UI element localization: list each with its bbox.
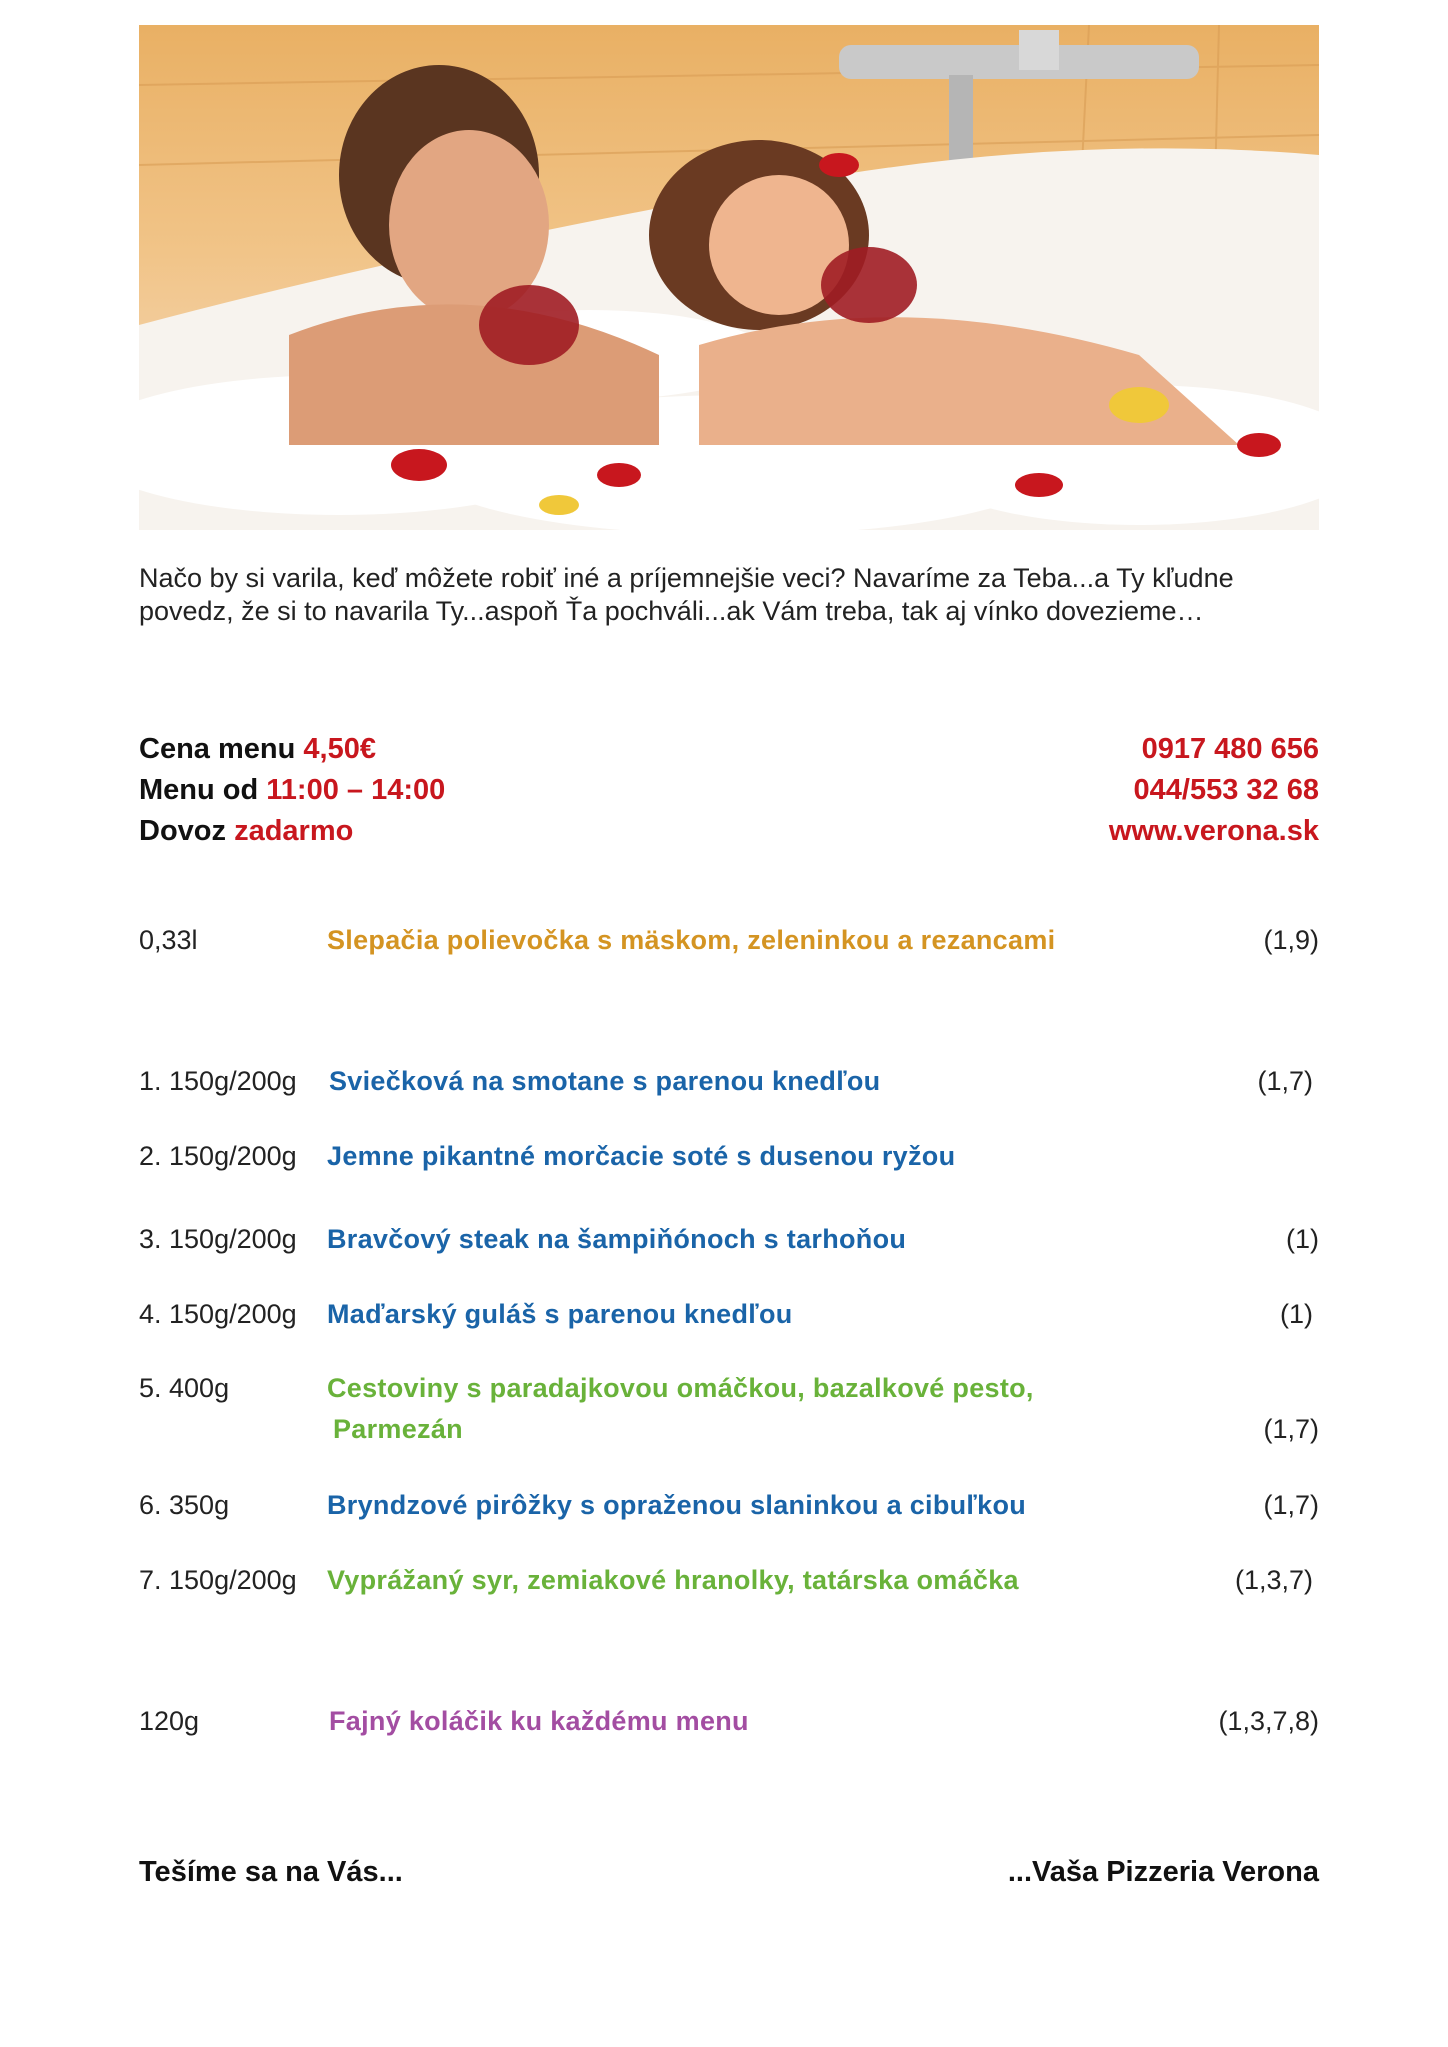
phone-2[interactable]: 044/553 32 68 [1133, 774, 1319, 806]
dessert-allergens: (1,3,7,8) [1218, 1706, 1319, 1736]
soup-name: Slepačia polievočka s mäskom, zeleninkou a rezancami [327, 925, 1056, 955]
soup-allergens: (1,9) [1263, 925, 1319, 955]
website-link[interactable]: www.verona.sk [1108, 815, 1319, 847]
info-row-hours [139, 774, 1319, 814]
menu-item-allergens: (1,7) [1263, 1490, 1319, 1520]
menu-item-name: Bravčový steak na šampiňónoch s tarhoňou [327, 1224, 907, 1254]
menu-item-weight: 1. 150g/200g [139, 1066, 297, 1096]
delivery-value: zadarmo [234, 815, 354, 847]
menu-item-name: Maďarský guláš s parenou knedľou [327, 1299, 793, 1329]
menu-item-allergens: (1,3,7) [1234, 1565, 1313, 1595]
footer-greeting: Tešíme sa na Vás... [139, 1856, 403, 1888]
dessert-name: Fajný koláčik ku každému menu [329, 1706, 749, 1736]
menu-item-weight: 3. 150g/200g [139, 1224, 297, 1254]
info-row-delivery [139, 815, 1319, 855]
menu-item-name: Sviečková na smotane s parenou knedľou [329, 1066, 881, 1096]
menu-item-weight: 4. 150g/200g [139, 1299, 297, 1329]
dessert-weight: 120g [139, 1706, 200, 1736]
menu-item-name: Cestoviny s paradajkovou omáčkou, bazalkové pesto, [327, 1373, 1034, 1403]
menu-item-name: Bryndzové pirôžky s opraženou slaninkou a cibuľkou [327, 1490, 1027, 1520]
intro-text: Načo by si varila, keď môžete robiť iné a príjemnejšie veci? Navaríme za Teba...a Ty kľudne povedz, že si to navarila Ty...aspoň Ťa pochváli...ak Vám treba, tak aj vínko dovezieme… [139, 563, 1234, 626]
delivery-label: Dovoz [139, 815, 226, 847]
menu-item-allergens: (1,7) [1263, 1414, 1319, 1444]
menu-item-name: Jemne pikantné morčacie soté s dusenou ryžou [327, 1141, 956, 1171]
menu-item-allergens: (1) [1280, 1299, 1313, 1329]
phone-1[interactable]: 0917 480 656 [1141, 733, 1319, 765]
soup-weight: 0,33l [139, 925, 198, 955]
hours-value: 11:00 – 14:00 [266, 774, 446, 806]
hours-label: Menu od [139, 774, 259, 806]
menu-item-weight: 6. 350g [139, 1490, 230, 1520]
price-value: 4,50€ [303, 733, 376, 765]
menu-item-weight: 2. 150g/200g [139, 1141, 297, 1171]
footer-signature: ...Vaša Pizzeria Verona [1007, 1856, 1319, 1888]
menu-item [139, 1373, 1319, 1453]
menu-item-name-line2: Parmezán [333, 1414, 463, 1444]
info-row-price [139, 733, 1319, 773]
menu-item-allergens: (1,7) [1257, 1066, 1313, 1096]
bath-illustration [139, 25, 1319, 530]
price-label: Cena menu [139, 733, 296, 765]
menu-item-allergens: (1) [1286, 1224, 1319, 1254]
menu-item-weight: 7. 150g/200g [139, 1565, 297, 1595]
menu-item-weight: 5. 400g [139, 1373, 230, 1403]
menu-item-name: Vyprážaný syr, zemiakové hranolky, tatárska omáčka [327, 1565, 1019, 1595]
hero-photo [139, 25, 1319, 530]
